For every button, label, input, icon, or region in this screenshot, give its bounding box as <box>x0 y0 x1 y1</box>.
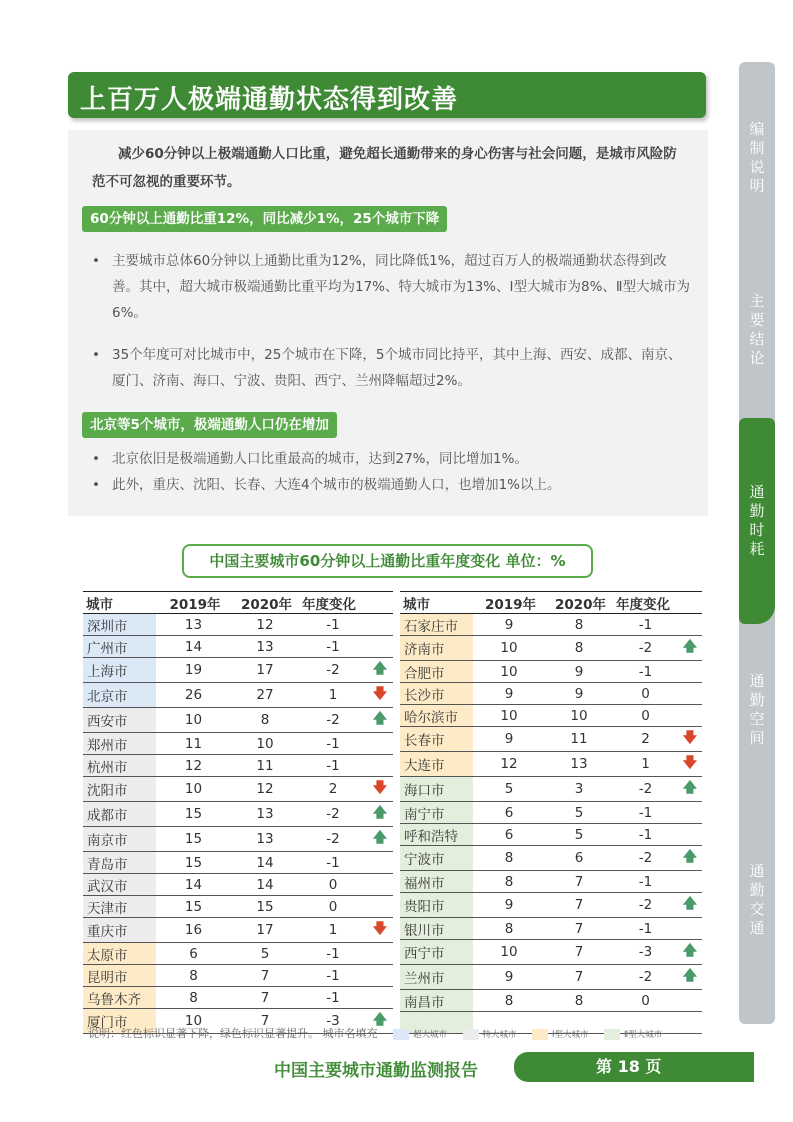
bullet-text: 北京依旧是极端通勤人口比重最高的城市，达到27%，同比增加1%。 <box>112 451 528 467</box>
table-row <box>400 965 702 990</box>
change-cell: -1 <box>299 852 367 874</box>
arrow-cell <box>367 614 393 636</box>
value-2019-cell: 9 <box>473 893 545 918</box>
city-cell: 大连市 <box>400 752 473 777</box>
arrow-cell <box>367 733 393 755</box>
table-row <box>400 727 702 752</box>
change-cell: -1 <box>299 987 367 1009</box>
legend-swatch-mega <box>463 1029 479 1040</box>
table-row <box>83 987 393 1009</box>
value-2020-cell: 8 <box>545 636 613 661</box>
table-row <box>83 777 393 802</box>
header-2020: 2020年 <box>231 592 299 614</box>
city-cell: 贵阳市 <box>400 893 473 918</box>
city-cell: 合肥市 <box>400 661 473 683</box>
value-2019-cell: 6 <box>156 943 231 965</box>
city-cell: 武汉市 <box>83 874 156 896</box>
city-cell: 太原市 <box>83 943 156 965</box>
header-change: 年度变化 <box>613 592 702 614</box>
side-tab-label: 编 制 说 明 <box>749 120 765 195</box>
change-cell: -2 <box>613 965 678 990</box>
value-2019-cell: 16 <box>156 918 231 943</box>
value-2019-cell: 10 <box>473 705 545 727</box>
table-row <box>400 871 702 893</box>
value-2019-cell: 11 <box>156 733 231 755</box>
bullet-mark: • <box>92 451 100 467</box>
arrow-cell <box>678 802 702 824</box>
value-2019-cell: 9 <box>473 614 545 636</box>
table-row <box>83 918 393 943</box>
city-cell: 呼和浩特 <box>400 824 473 846</box>
city-cell: 广州市 <box>83 636 156 658</box>
table-row <box>400 802 702 824</box>
city-cell: 福州市 <box>400 871 473 893</box>
change-cell: -2 <box>613 636 678 661</box>
city-cell: 西安市 <box>83 708 156 733</box>
section1-tag: 60分钟以上通勤比重12%，同比减少1%，25个城市下降 <box>82 206 447 232</box>
value-2020-cell: 7 <box>545 940 613 965</box>
legend-i: Ⅰ型大城市 <box>552 1030 589 1040</box>
table-row <box>400 752 702 777</box>
table-row <box>400 824 702 846</box>
value-2019-cell: 19 <box>156 658 231 683</box>
value-2019-cell: 9 <box>473 683 545 705</box>
arrow-up-icon: 🡅 <box>367 658 393 683</box>
arrow-up-icon: 🡅 <box>367 827 393 852</box>
value-2020-cell: 6 <box>545 846 613 871</box>
arrow-cell <box>678 824 702 846</box>
arrow-cell <box>367 874 393 896</box>
city-cell: 乌鲁木齐 <box>83 987 156 1009</box>
table-row <box>400 990 702 1012</box>
value-2020-cell: 11 <box>231 755 299 777</box>
table-row <box>400 661 702 683</box>
value-2019-cell: 14 <box>156 636 231 658</box>
side-tab-commute-space[interactable] <box>739 672 775 748</box>
city-cell: 南昌市 <box>400 990 473 1012</box>
table-row <box>83 874 393 896</box>
arrow-cell <box>367 965 393 987</box>
change-cell: 2 <box>299 777 367 802</box>
side-tab-methodology[interactable] <box>739 120 775 196</box>
arrow-cell <box>367 987 393 1009</box>
value-2019-cell: 8 <box>156 987 231 1009</box>
value-2020-cell: 14 <box>231 852 299 874</box>
change-cell: -1 <box>613 918 678 940</box>
city-cell: 海口市 <box>400 777 473 802</box>
city-cell: 南宁市 <box>400 802 473 824</box>
city-cell: 长春市 <box>400 727 473 752</box>
arrow-cell <box>367 896 393 918</box>
table-row <box>400 614 702 636</box>
arrow-down-icon: 🡇 <box>678 752 702 777</box>
city-cell: 石家庄市 <box>400 614 473 636</box>
city-cell: 昆明市 <box>83 965 156 987</box>
value-2019-cell: 10 <box>156 708 231 733</box>
value-2020-cell: 7 <box>231 965 299 987</box>
page-number: 第 18 页 <box>514 1052 754 1082</box>
arrow-up-icon: 🡅 <box>367 1009 393 1034</box>
page-title-banner <box>68 72 706 118</box>
section2-tag: 北京等5个城市，极端通勤人口仍在增加 <box>82 412 337 438</box>
summary-box <box>68 130 708 516</box>
value-2019-cell: 15 <box>156 852 231 874</box>
change-cell: -2 <box>299 827 367 852</box>
value-2020-cell: 17 <box>231 658 299 683</box>
value-2020-cell: 9 <box>545 683 613 705</box>
legend-super: 超大城市 <box>413 1030 448 1040</box>
value-2020-cell: 10 <box>545 705 613 727</box>
value-2020-cell: 14 <box>231 874 299 896</box>
table-row <box>83 636 393 658</box>
legend-note: 说明：红色标识显著下降，绿色标识显著提升。 城市名填充 <box>88 1027 378 1040</box>
table-row <box>83 733 393 755</box>
city-cell: 济南市 <box>400 636 473 661</box>
arrow-up-icon: 🡅 <box>678 893 702 918</box>
side-tab-label: 通 勤 交 通 <box>749 862 765 937</box>
change-cell: -1 <box>299 943 367 965</box>
arrow-cell <box>678 661 702 683</box>
side-tab-commute-time[interactable] <box>739 483 775 559</box>
table-legend <box>88 1025 662 1041</box>
table-row <box>83 658 393 683</box>
table-row <box>83 708 393 733</box>
header-city: 城市 <box>400 592 473 614</box>
change-cell: -1 <box>299 965 367 987</box>
value-2019-cell: 15 <box>156 802 231 827</box>
value-2019-cell: 9 <box>473 965 545 990</box>
value-2020-cell: 13 <box>545 752 613 777</box>
city-cell: 沈阳市 <box>83 777 156 802</box>
value-2019-cell: 5 <box>473 777 545 802</box>
value-2020-cell: 7 <box>545 871 613 893</box>
city-cell: 西宁市 <box>400 940 473 965</box>
value-2020-cell: 12 <box>231 777 299 802</box>
table-row <box>400 777 702 802</box>
value-2019-cell: 14 <box>156 874 231 896</box>
value-2019-cell: 8 <box>156 965 231 987</box>
value-2019-cell: 12 <box>473 752 545 777</box>
arrow-down-icon: 🡇 <box>367 918 393 943</box>
change-cell: -2 <box>613 777 678 802</box>
table-row <box>400 940 702 965</box>
side-tab-label: 通 勤 时 耗 <box>749 483 765 558</box>
value-2020-cell: 8 <box>545 614 613 636</box>
arrow-up-icon: 🡅 <box>678 846 702 871</box>
table-row <box>400 636 702 661</box>
arrow-up-icon: 🡅 <box>678 940 702 965</box>
change-cell: -2 <box>613 893 678 918</box>
value-2019-cell: 26 <box>156 683 231 708</box>
value-2019-cell: 15 <box>156 896 231 918</box>
table-row <box>400 705 702 727</box>
arrow-cell <box>678 614 702 636</box>
change-cell: -2 <box>613 846 678 871</box>
city-cell: 宁波市 <box>400 846 473 871</box>
value-2019-cell: 10 <box>473 940 545 965</box>
header-2019: 2019年 <box>156 592 231 614</box>
value-2020-cell: 13 <box>231 636 299 658</box>
change-cell: 0 <box>299 874 367 896</box>
section2-bullet1 <box>92 446 692 472</box>
value-2019-cell: 8 <box>473 871 545 893</box>
value-2020-cell: 7 <box>545 893 613 918</box>
city-cell: 银川市 <box>400 918 473 940</box>
value-2019-cell: 10 <box>156 777 231 802</box>
city-cell: 兰州市 <box>400 965 473 990</box>
arrow-cell <box>678 1012 702 1034</box>
change-cell: 0 <box>299 896 367 918</box>
value-2019-cell: 10 <box>473 661 545 683</box>
change-cell: -3 <box>613 940 678 965</box>
change-cell: 0 <box>613 705 678 727</box>
value-2019-cell: 6 <box>473 824 545 846</box>
legend-swatch-ii <box>604 1029 620 1040</box>
value-2020-cell: 7 <box>545 965 613 990</box>
legend-mega: 特大城市 <box>482 1030 517 1040</box>
header-2019: 2019年 <box>473 592 545 614</box>
value-2019-cell: 6 <box>473 802 545 824</box>
arrow-down-icon: 🡇 <box>367 683 393 708</box>
page-title: 上百万人极端通勤状态得到改善 <box>80 85 459 115</box>
change-cell: -3 <box>299 1009 367 1034</box>
header-change: 年度变化 <box>299 592 393 614</box>
value-2019-cell: 8 <box>473 918 545 940</box>
report-title: 中国主要城市通勤监测报告 <box>274 1061 478 1081</box>
table-row <box>83 802 393 827</box>
bullet-text: 此外，重庆、沈阳、长春、大连4个城市的极端通勤人口，也增加1%以上。 <box>112 477 561 493</box>
value-2020-cell: 10 <box>231 733 299 755</box>
city-cell: 天津市 <box>83 896 156 918</box>
value-2020-cell: 5 <box>231 943 299 965</box>
arrow-cell <box>678 918 702 940</box>
value-2020-cell: 17 <box>231 918 299 943</box>
arrow-cell <box>678 871 702 893</box>
city-cell: 郑州市 <box>83 733 156 755</box>
change-cell: 2 <box>613 727 678 752</box>
side-tab-label: 通 勤 空 间 <box>749 672 765 747</box>
change-cell: 1 <box>299 683 367 708</box>
change-cell: 1 <box>613 752 678 777</box>
bullet-text: 35个年度可对比城市中，25个城市在下降，5个城市同比持平，其中上海、西安、成都、南京、厦门、济南、海口、宁波、贵阳、西宁、兰州降幅超过2%。 <box>112 347 682 389</box>
city-cell: 杭州市 <box>83 755 156 777</box>
city-cell: 青岛市 <box>83 852 156 874</box>
table-row <box>83 896 393 918</box>
value-2019-cell: 8 <box>473 990 545 1012</box>
change-cell: 0 <box>613 990 678 1012</box>
arrow-up-icon: 🡅 <box>678 636 702 661</box>
legend-ii: Ⅱ型大城市 <box>624 1030 663 1040</box>
change-cell: -1 <box>299 755 367 777</box>
bullet-text: 主要城市总体60分钟以上通勤比重为12%，同比降低1%，超过百万人的极端通勤状态得到改善。其中，超大城市极端通勤比重平均为17%、特大城市为13%、Ⅰ型大城市为8%、Ⅱ型大城市为6%。 <box>112 253 691 321</box>
value-2019-cell: 10 <box>473 636 545 661</box>
city-cell: 上海市 <box>83 658 156 683</box>
section1-bullet1 <box>92 248 692 326</box>
arrow-cell <box>367 755 393 777</box>
change-cell: -1 <box>613 661 678 683</box>
arrow-cell <box>678 990 702 1012</box>
value-2019-cell: 12 <box>156 755 231 777</box>
bullet-mark: • <box>92 253 100 269</box>
value-2020-cell: 12 <box>231 614 299 636</box>
table-row <box>400 893 702 918</box>
change-cell: -2 <box>299 708 367 733</box>
change-cell: -1 <box>299 614 367 636</box>
value-2020-cell: 9 <box>545 661 613 683</box>
value-2020-cell: 13 <box>231 802 299 827</box>
table-row <box>83 965 393 987</box>
change-cell: -1 <box>613 871 678 893</box>
value-2020-cell: 13 <box>231 827 299 852</box>
value-2020-cell: 7 <box>231 1009 299 1034</box>
arrow-cell <box>367 636 393 658</box>
value-2020-cell: 27 <box>231 683 299 708</box>
arrow-cell <box>678 705 702 727</box>
value-2020-cell: 7 <box>231 987 299 1009</box>
change-cell: -1 <box>299 636 367 658</box>
arrow-down-icon: 🡇 <box>367 777 393 802</box>
change-cell: -1 <box>299 733 367 755</box>
arrow-cell <box>367 943 393 965</box>
arrow-up-icon: 🡅 <box>367 708 393 733</box>
city-cell: 南京市 <box>83 827 156 852</box>
city-cell: 北京市 <box>83 683 156 708</box>
change-cell: -2 <box>299 802 367 827</box>
city-cell: 重庆市 <box>83 918 156 943</box>
legend-swatch-i <box>532 1029 548 1040</box>
value-2020-cell: 5 <box>545 802 613 824</box>
side-tab-conclusions[interactable] <box>739 292 775 368</box>
legend-swatch-super <box>393 1029 409 1040</box>
arrow-up-icon: 🡅 <box>678 965 702 990</box>
value-2020-cell: 3 <box>545 777 613 802</box>
city-cell: 深圳市 <box>83 614 156 636</box>
change-cell: -1 <box>613 802 678 824</box>
table-row <box>400 683 702 705</box>
value-2020-cell: 15 <box>231 896 299 918</box>
table-row <box>400 918 702 940</box>
bullet-mark: • <box>92 477 100 493</box>
value-2020-cell: 8 <box>231 708 299 733</box>
arrow-up-icon: 🡅 <box>367 802 393 827</box>
city-cell: 厦门市 <box>83 1009 156 1034</box>
arrow-cell <box>678 683 702 705</box>
header-2020: 2020年 <box>545 592 613 614</box>
arrow-up-icon: 🡅 <box>678 777 702 802</box>
value-2020-cell: 11 <box>545 727 613 752</box>
right-commute-table <box>400 591 702 1034</box>
table-row <box>400 846 702 871</box>
table-row <box>83 683 393 708</box>
value-2020-cell: 5 <box>545 824 613 846</box>
table-row <box>83 755 393 777</box>
table-header-row <box>400 592 702 614</box>
city-cell: 长沙市 <box>400 683 473 705</box>
value-2020-cell: 7 <box>545 918 613 940</box>
change-cell: 1 <box>299 918 367 943</box>
table-row <box>83 943 393 965</box>
value-2019-cell: 9 <box>473 727 545 752</box>
value-2019-cell: 15 <box>156 827 231 852</box>
section1-bullet2 <box>92 342 692 394</box>
change-cell: -2 <box>299 658 367 683</box>
section2-bullet2 <box>92 472 692 498</box>
city-cell: 哈尔滨市 <box>400 705 473 727</box>
intro-text: 减少60分钟以上极端通勤人口比重，避免超长通勤带来的身心伤害与社会问题，是城市风险防范不可忽视的重要环节。 <box>92 146 677 190</box>
value-2019-cell: 13 <box>156 614 231 636</box>
bullet-mark: • <box>92 347 100 363</box>
side-tab-commute-transport[interactable] <box>739 862 775 938</box>
side-tab-label: 主 要 结 论 <box>749 292 765 367</box>
change-cell: -1 <box>613 614 678 636</box>
table-row <box>83 614 393 636</box>
arrow-cell <box>367 852 393 874</box>
city-cell: 成都市 <box>83 802 156 827</box>
value-2020-cell: 8 <box>545 990 613 1012</box>
value-2019-cell: 8 <box>473 846 545 871</box>
table-header-row <box>83 592 393 614</box>
left-commute-table <box>83 591 393 1034</box>
table-row <box>83 852 393 874</box>
value-2019-cell: 10 <box>156 1009 231 1034</box>
header-city: 城市 <box>83 592 156 614</box>
table-caption: 中国主要城市60分钟以上通勤比重年度变化 单位：% <box>182 544 593 578</box>
arrow-down-icon: 🡇 <box>678 727 702 752</box>
change-cell: 0 <box>613 683 678 705</box>
change-cell: -1 <box>613 824 678 846</box>
table-row <box>83 827 393 852</box>
